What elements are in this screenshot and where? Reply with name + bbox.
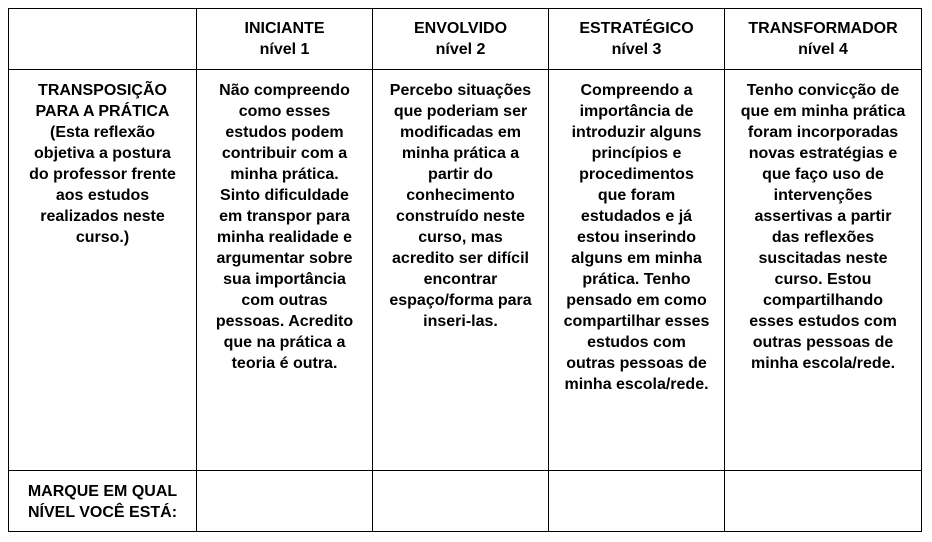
level-name: TRANSFORMADOR — [748, 20, 898, 37]
level-header-1 — [197, 9, 373, 70]
criteria-title: TRANSPOSIÇÃO PARA A PRÁTICA — [35, 82, 170, 120]
level-description-1: Não compreendo como esses estudos podem contribuir com a minha prática. Sinto dificuldade em transpor para minha realidade e argumentar sobre sua importância com outras pessoas. Acredito que na prática a teoria é outra. — [197, 70, 373, 471]
level-number: nível 1 — [259, 41, 310, 58]
level-description-2: Percebo situações que poderiam ser modificadas em minha prática a partir do conhecimento construído neste curso, mas acredito ser difícil encontrar espaço/forma para inseri-las. — [373, 70, 549, 471]
corner-cell — [9, 9, 197, 70]
level-name: INICIANTE — [244, 20, 325, 37]
criteria-label-cell — [9, 70, 197, 471]
level-description-4: Tenho convicção de que em minha prática foram incorporadas novas estratégias e que faço uso de intervenções assertivas a partir das reflexões suscitadas neste curso. Estou compartilhando esses estudos com outras pessoas de minha escola/rede. — [725, 70, 922, 471]
level-number: nível 2 — [435, 41, 486, 58]
level-header-4 — [725, 9, 922, 70]
level-number: nível 3 — [611, 41, 662, 58]
mark-cell-level-1[interactable] — [197, 471, 373, 532]
level-number: nível 4 — [798, 41, 848, 58]
mark-cell-level-3[interactable] — [549, 471, 725, 532]
header-row — [9, 9, 922, 70]
mark-cell-level-2[interactable] — [373, 471, 549, 532]
level-description-3: Compreendo a importância de introduzir alguns princípios e procedimentos que foram estudados e já estou inserindo alguns em minha prática. Tenho pensado em como compartilhar esses estudos com outras pessoas de minha escola/rede. — [549, 70, 725, 471]
level-name: ESTRATÉGICO — [579, 20, 694, 37]
level-header-2 — [373, 9, 549, 70]
mark-cell-level-4[interactable] — [725, 471, 922, 532]
mark-label: MARQUE EM QUAL NÍVEL VOCÊ ESTÁ: — [9, 471, 197, 532]
rubric-table — [8, 8, 922, 532]
level-header-3 — [549, 9, 725, 70]
criteria-subtitle: (Esta reflexão objetiva a postura do professor frente aos estudos realizados neste curso.) — [29, 124, 176, 246]
criteria-row — [9, 70, 922, 471]
mark-row — [9, 471, 922, 532]
level-name: ENVOLVIDO — [413, 20, 508, 37]
